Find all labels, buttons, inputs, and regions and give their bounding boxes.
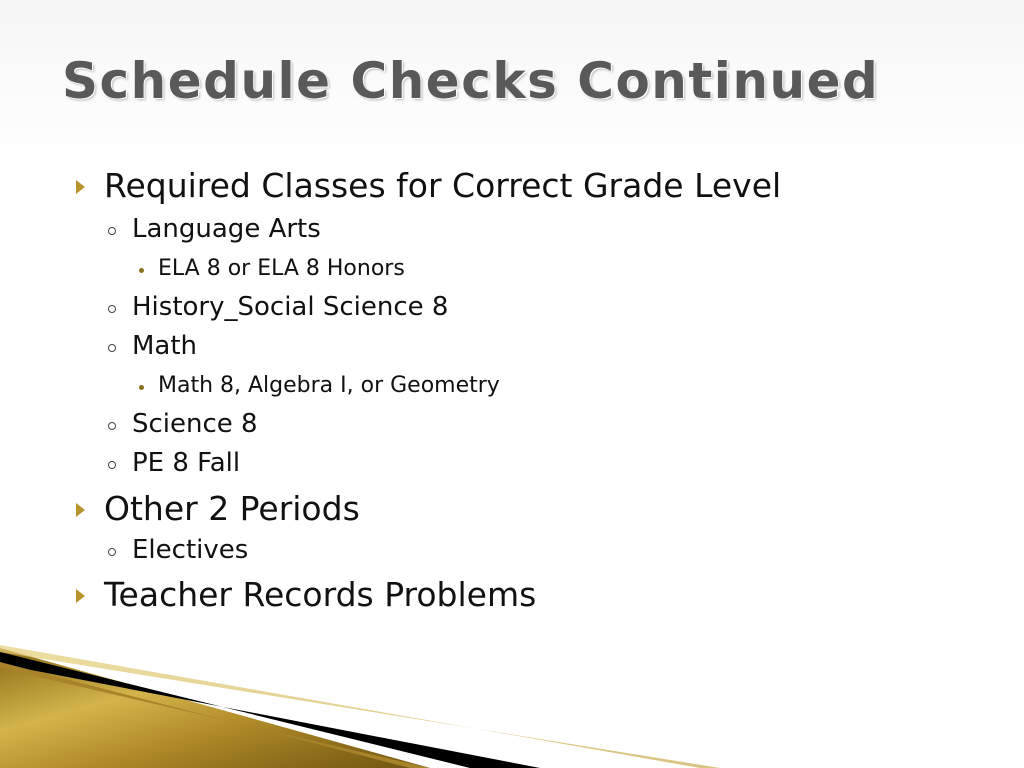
ring-bullet-icon xyxy=(108,548,116,556)
sub-sub-bullet-item xyxy=(158,373,500,398)
bullet-text: ELA 8 or ELA 8 Honors xyxy=(158,256,405,281)
bullet-text: Math 8, Algebra I, or Geometry xyxy=(158,373,500,398)
bullet-text: Math xyxy=(132,331,198,361)
bullet-item xyxy=(104,575,536,614)
triangle-bullet-icon xyxy=(76,503,85,517)
sub-sub-bullet-item xyxy=(158,256,405,281)
sub-bullet-item xyxy=(132,448,240,478)
ring-bullet-icon xyxy=(108,422,116,430)
bullet-text: Teacher Records Problems xyxy=(104,575,537,614)
sub-bullet-item xyxy=(132,331,197,361)
bullet-text: Science 8 xyxy=(132,409,258,439)
ring-bullet-icon xyxy=(108,227,116,235)
bullet-text: Required Classes for Correct Grade Level xyxy=(104,166,782,205)
sub-bullet-item xyxy=(132,409,258,439)
slide-title: Schedule Checks Continued xyxy=(62,52,880,110)
triangle-bullet-icon xyxy=(76,180,85,194)
bullet-item xyxy=(104,166,781,205)
bullet-text: Other 2 Periods xyxy=(104,489,360,528)
sub-bullet-item xyxy=(132,535,248,565)
dot-bullet-icon xyxy=(139,268,144,273)
ring-bullet-icon xyxy=(108,461,116,469)
bullet-text: History_Social Science 8 xyxy=(132,292,449,322)
ring-bullet-icon xyxy=(108,344,116,352)
bullet-item xyxy=(104,489,360,528)
triangle-bullet-icon xyxy=(76,589,85,603)
bullet-text: Electives xyxy=(132,535,249,565)
bullet-text: Language Arts xyxy=(132,214,321,244)
bullet-text: PE 8 Fall xyxy=(132,448,241,478)
dot-bullet-icon xyxy=(139,385,144,390)
sub-bullet-item xyxy=(132,214,321,244)
ring-bullet-icon xyxy=(108,305,116,313)
sub-bullet-item xyxy=(132,292,448,322)
